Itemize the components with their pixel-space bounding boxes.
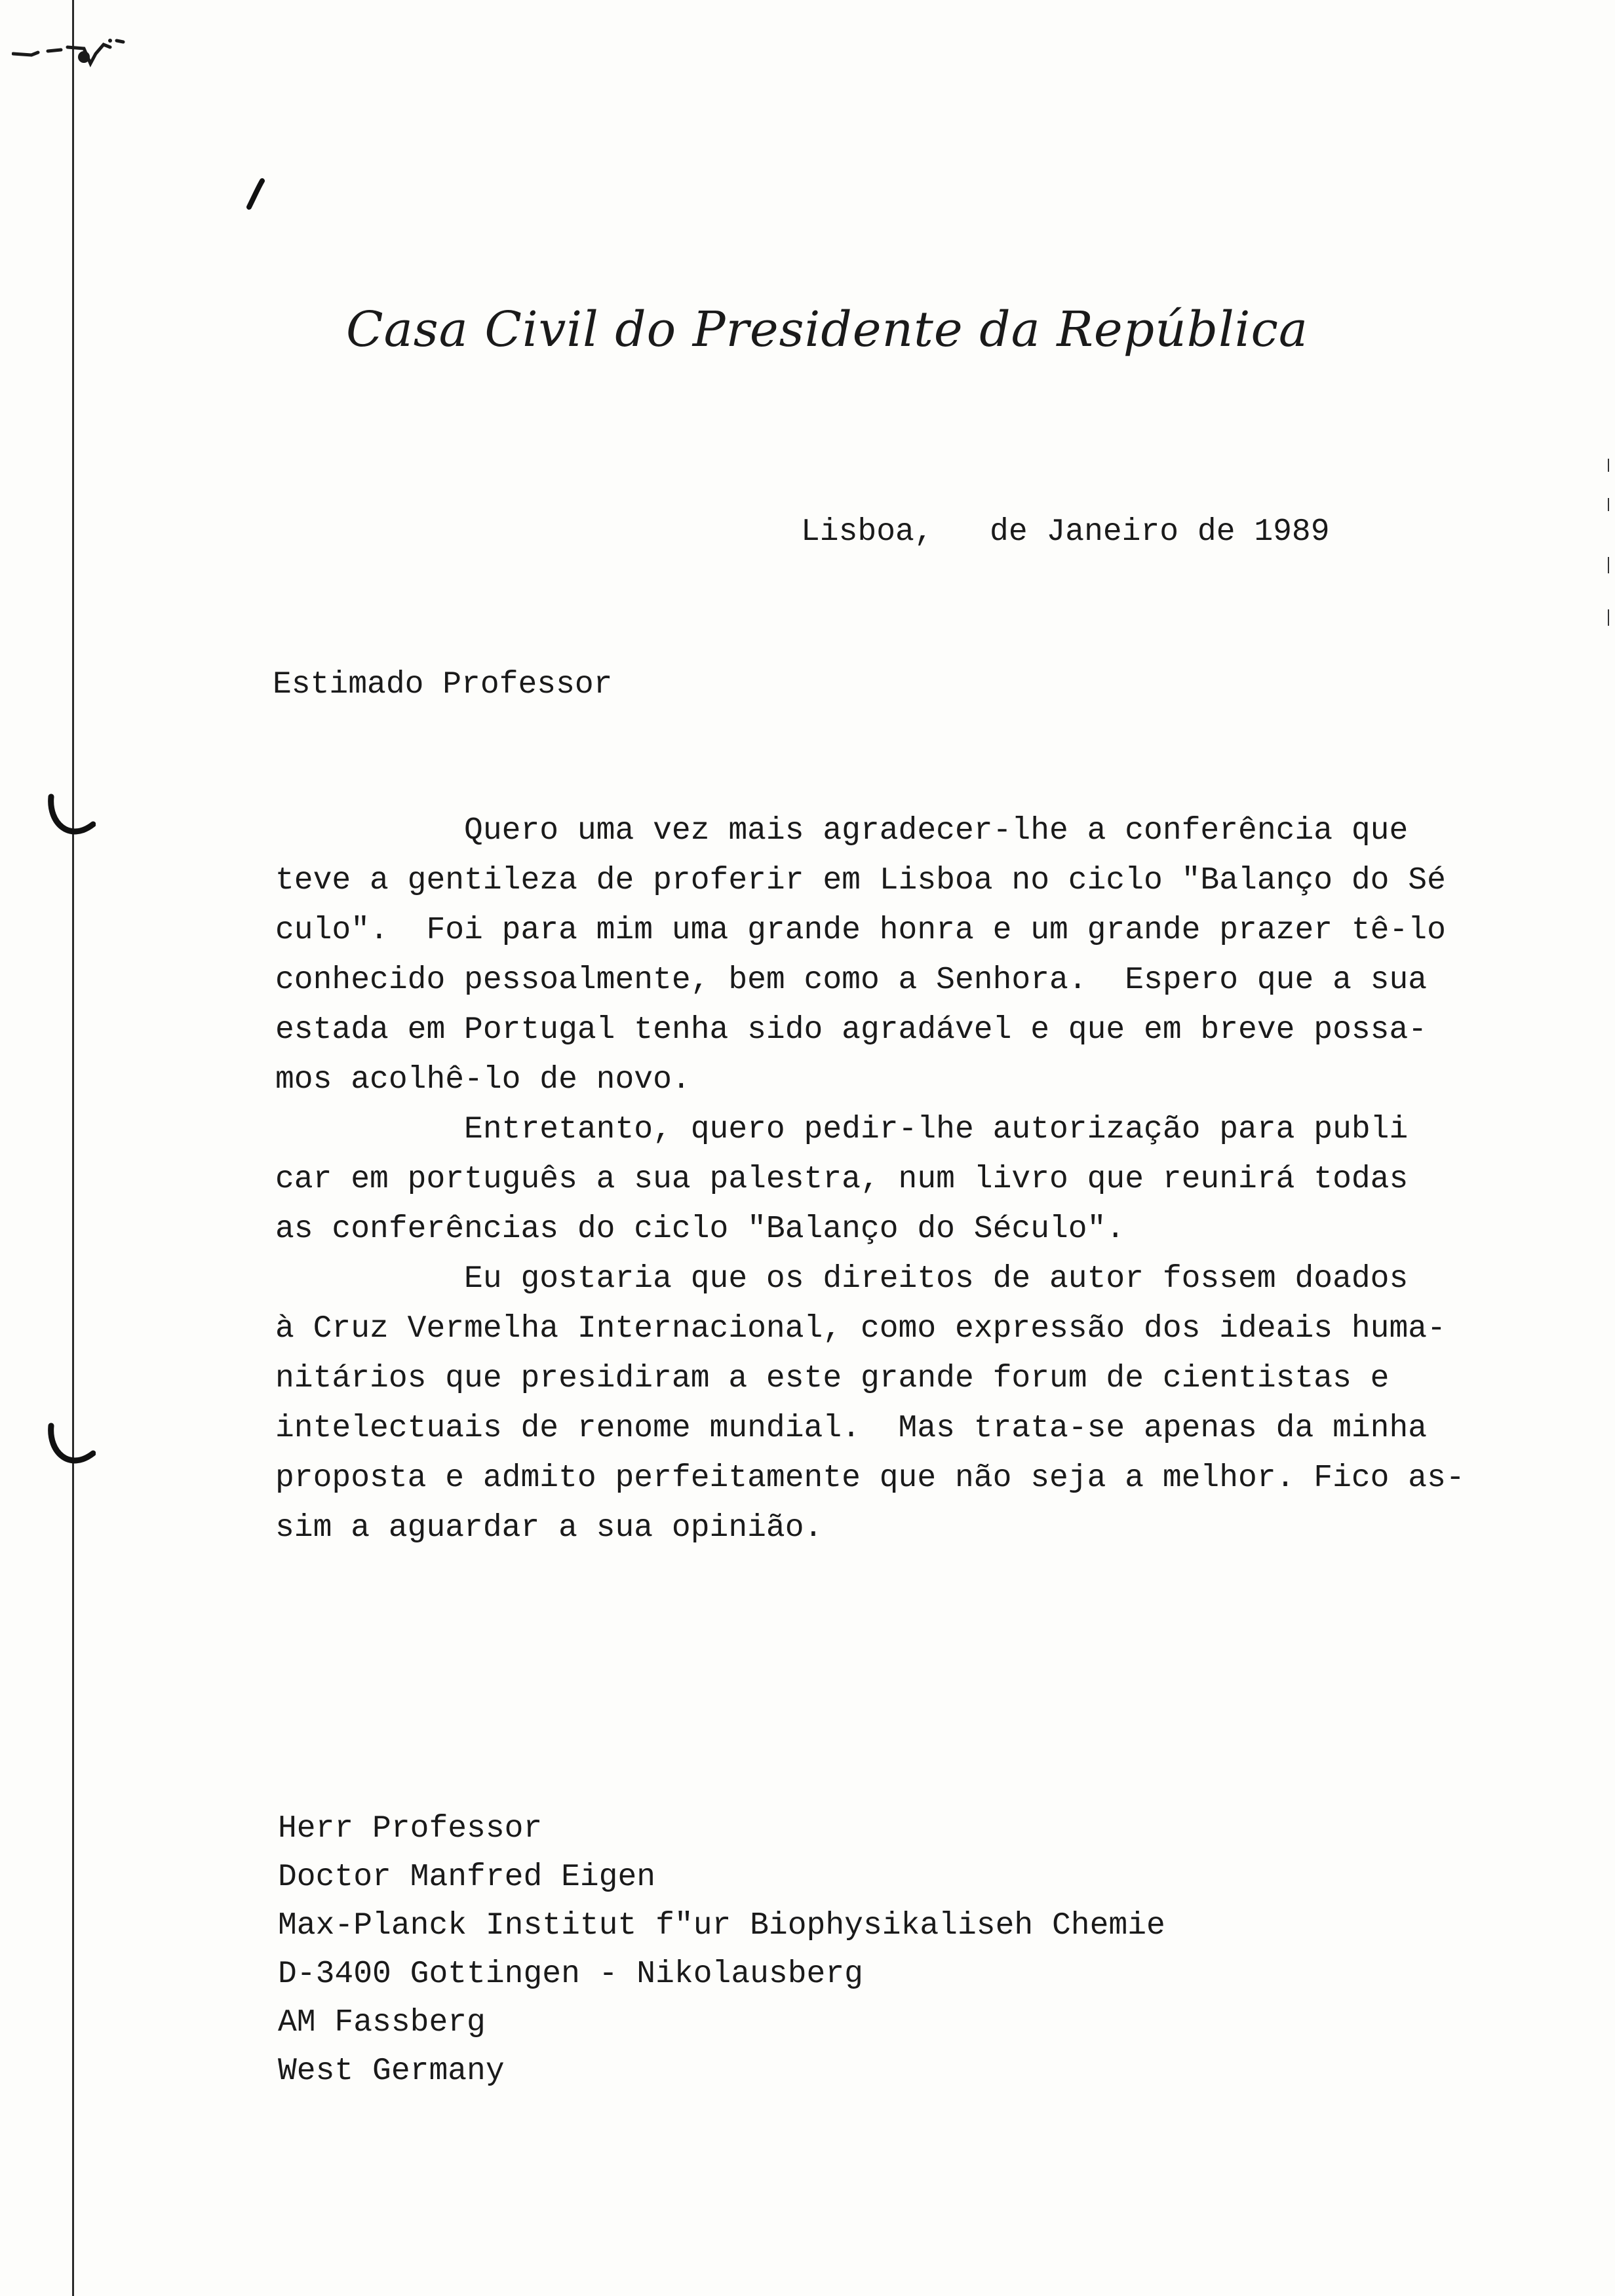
address-line: AM Fassberg [278,2005,486,2040]
body-line: Eu gostaria que os direitos de autor fossem doados [275,1261,1409,1297]
corner-smudge-mark [12,28,130,80]
body-line: mos acolhê-lo de novo. [275,1062,691,1098]
body-line: Quero uma vez mais agradecer-lhe a conferência que [275,813,1409,849]
ink-stroke-mark [244,178,270,211]
date-line: Lisboa, de Janeiro de 1989 [801,514,1330,550]
address-line: Herr Professor [278,1811,543,1846]
salutation: Estimado Professor [273,667,613,702]
body-line: car em português a sua palestra, num livro que reunirá todas [275,1162,1409,1197]
body-line: sim a aguardar a sua opinião. [275,1510,823,1546]
recipient-address [278,1805,1165,2095]
address-line: West Germany [278,2054,505,2089]
letter-body [275,806,1521,1553]
body-line: intelectuais de renome mundial. Mas trata-se apenas da minha [275,1411,1428,1446]
body-line: estada em Portugal tenha sido agradável e que em breve possa- [275,1012,1428,1048]
letterhead: Casa Civil do Presidente da República [345,301,1309,358]
address-line: Doctor Manfred Eigen [278,1860,656,1895]
body-line: nitários que presidiram a este grande forum de cientistas e [275,1361,1390,1396]
body-line: as conferências do ciclo "Balanço do Século". [275,1212,1125,1247]
address-line: D-3400 Gottingen - Nikolausberg [278,1957,863,1992]
body-line: Entretanto, quero pedir-lhe autorização para publi [275,1112,1409,1147]
body-line: proposta e admito perfeitamente que não seja a melhor. Fico as- [275,1461,1465,1496]
body-line: culo". Foi para mim uma grande honra e um grande prazer tê-lo [275,913,1446,948]
address-line: Max-Planck Institut f"ur Biophysikaliseh Chemie [278,1908,1165,1943]
right-edge-marks [1602,459,1615,629]
body-line: à Cruz Vermelha Internacional, como expressão dos ideais huma- [275,1311,1446,1347]
punch-hole-mark [46,793,96,845]
punch-hole-mark [46,1422,96,1474]
body-line: conhecido pessoalmente, bem como a Senhora. Espero que a sua [275,963,1428,998]
body-line: teve a gentileza de proferir em Lisboa no ciclo "Balanço do Sé [275,863,1446,898]
